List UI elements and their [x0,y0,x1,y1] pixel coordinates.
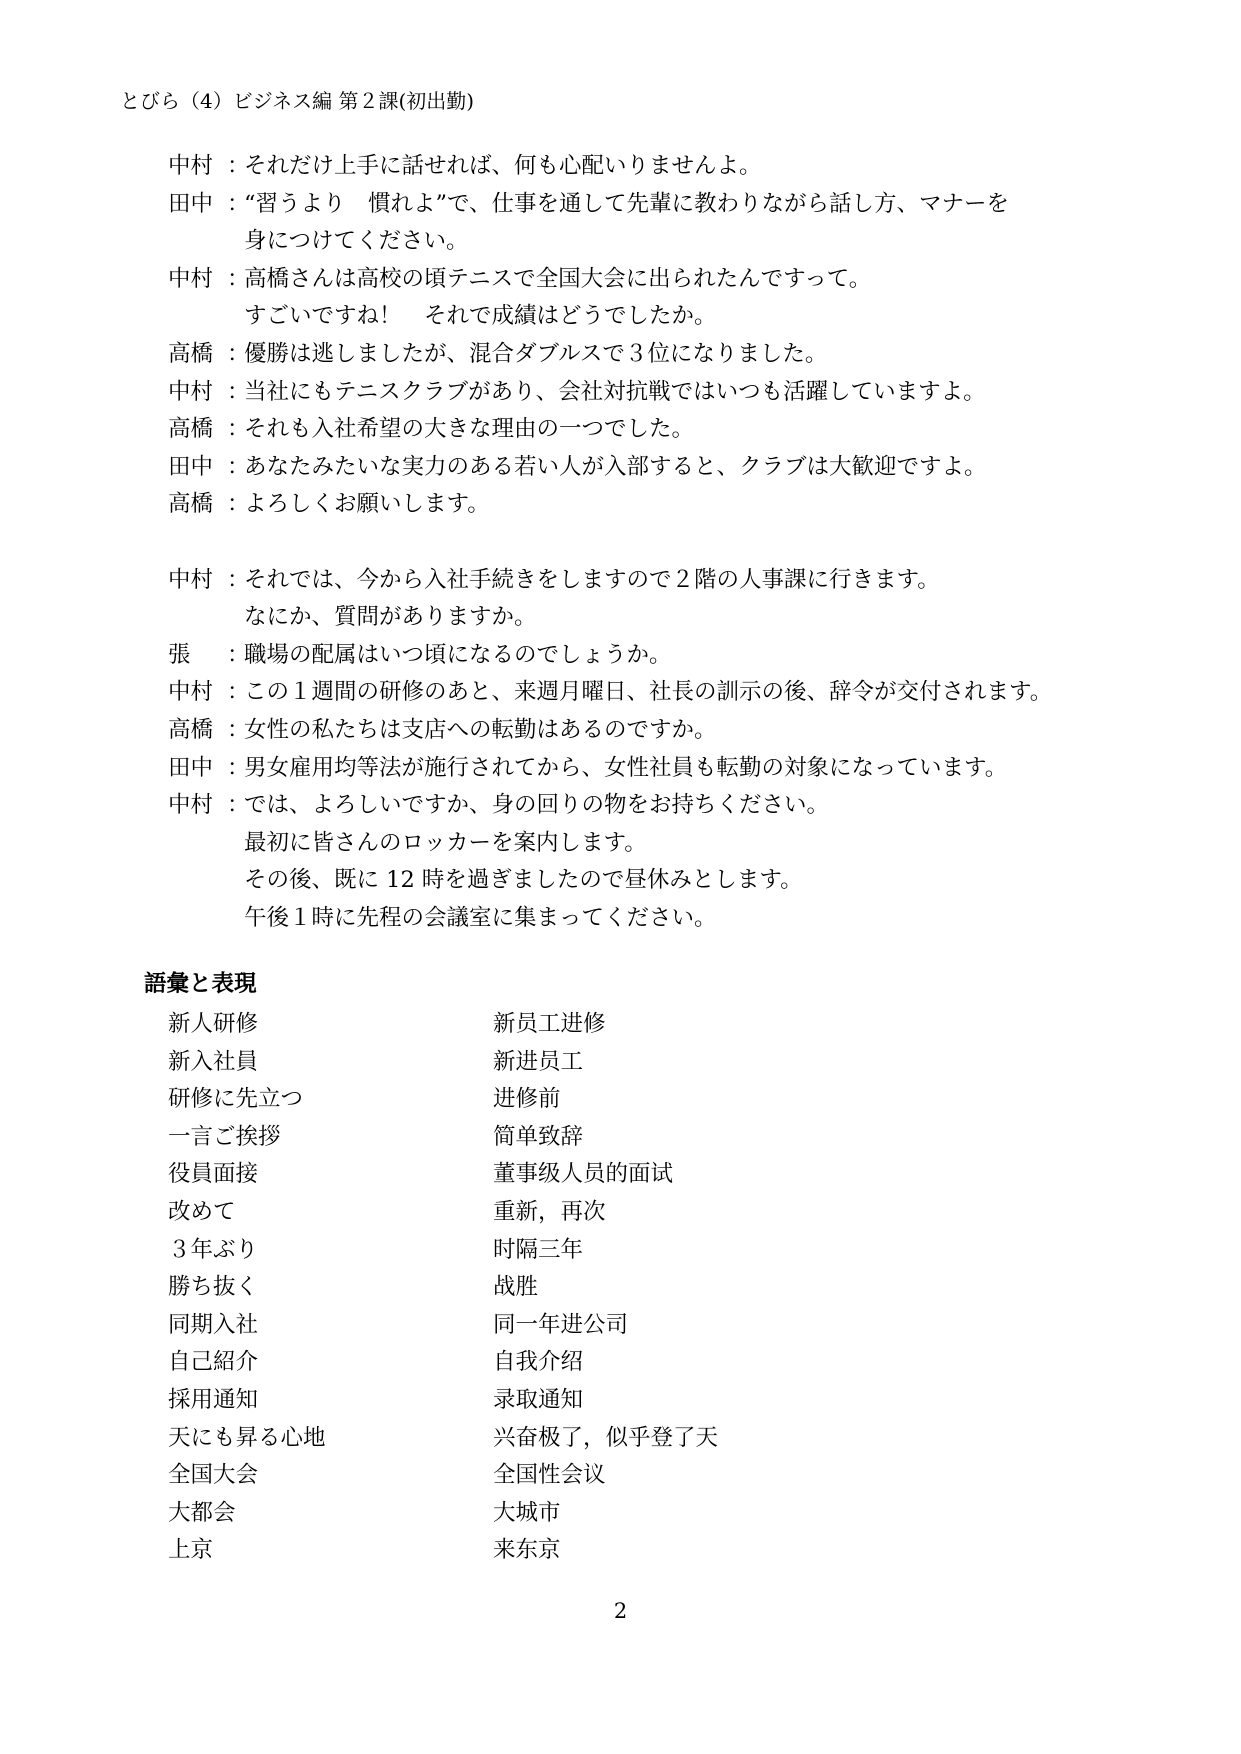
utterance-text: では、よろしいですか、身の回りの物をお持ちください。 [244,792,830,819]
speaker-name: 張 [168,641,191,668]
utterance-text: 高橋さんは高校の頃テニスで全国大会に出られたんですって。 [244,265,872,292]
vocabulary-term-chinese: 自我介绍 [493,1349,584,1376]
vocabulary-item [168,1344,968,1382]
vocabulary-item [168,1307,968,1345]
utterance-text: それだけ上手に話せれば、何も心配いりませんよ。 [244,153,762,179]
vocabulary-term-chinese: 录取通知 [493,1386,584,1413]
vocabulary-item [168,1081,968,1119]
speaker-colon: ： [227,190,250,217]
vocabulary-term-japanese: 改めて [168,1198,236,1225]
vocabulary-item [168,1269,968,1307]
vocabulary-term-chinese: 董事级人员的面试 [493,1161,674,1188]
utterance-text: 当社にもテニスクラブがあり、会社対抗戦ではいつも活躍していますよ。 [244,378,986,405]
dialogue-line [168,862,1188,900]
utterance-text: 女性の私たちは支店への転勤はあるのですか。 [244,716,717,743]
speaker-colon: ： [227,566,250,593]
vocabulary-item [168,1457,968,1495]
dialogue-line [168,562,1188,600]
utterance-text: 男女雇用均等法が施行されてから、女性社員も転勤の対象になっています。 [244,754,1008,781]
vocabulary-term-japanese: 新入社員 [168,1048,259,1075]
utterance-text: この１週間の研修のあと、来週月曜日、社長の訓示の後、辞令が交付されます。 [244,679,1053,706]
vocabulary-term-chinese: 新员工进修 [493,1011,606,1037]
vocabulary-term-japanese: 天にも昇る心地 [168,1424,326,1451]
vocabulary-term-japanese: 勝ち抜く [168,1274,259,1301]
vocabulary-term-japanese: 同期入社 [168,1311,259,1338]
dialogue-line [168,449,1188,487]
speaker-name: 中村 [168,792,214,819]
utterance-text: 身につけてください。 [244,228,469,255]
speaker-name: 高橋 [168,416,214,443]
dialogue-line [168,261,1188,299]
vocabulary-term-japanese: 大都会 [168,1499,236,1526]
vocabulary-term-chinese: 同一年进公司 [493,1311,629,1338]
speaker-colon: ： [227,491,250,518]
vocabulary-term-japanese: 全国大会 [168,1462,259,1489]
speaker-name: 高橋 [168,716,214,743]
vocabulary-term-japanese: 一言ご挨拶 [168,1123,281,1150]
dialogue-line [168,900,1188,938]
speaker-colon: ： [227,679,250,706]
dialogue-line [168,712,1188,750]
vocabulary-term-chinese: 简单致辞 [493,1123,584,1150]
utterance-text: 優勝は逃しましたが、混合ダブルスで３位になりました。 [244,340,828,367]
dialogue-line [168,148,1188,186]
speaker-colon: ： [227,265,250,292]
speaker-name: 田中 [168,453,214,480]
vocabulary-term-chinese: 时隔三年 [493,1236,584,1263]
vocabulary-list [168,1006,968,1570]
vocabulary-item [168,1194,968,1232]
vocabulary-term-chinese: 新进员工 [493,1048,584,1075]
vocabulary-term-japanese: 自己紹介 [168,1349,259,1376]
utterance-text: すごいですね！ それで成績はどうでしたか。 [244,303,717,330]
dialogue-line [168,750,1188,788]
vocabulary-term-japanese: 採用通知 [168,1386,259,1413]
speaker-colon: ： [227,153,250,179]
vocabulary-item [168,1495,968,1533]
vocabulary-item [168,1232,968,1270]
speaker-colon: ： [227,378,250,405]
speaker-colon: ： [227,754,250,781]
vocabulary-term-japanese: ３年ぶり [168,1236,259,1263]
speaker-name: 高橋 [168,491,214,518]
utterance-text: 職場の配属はいつ頃になるのでしょうか。 [244,641,672,668]
vocabulary-item [168,1006,968,1044]
vocabulary-term-chinese: 重新，再次 [493,1198,606,1225]
dialogue-line [168,223,1188,261]
dialogue-line [168,524,1188,562]
page-header [120,89,474,113]
vocabulary-term-chinese: 兴奋极了，似乎登了天 [493,1424,719,1451]
speaker-name: 田中 [168,190,214,217]
dialogue-line [168,374,1188,412]
vocabulary-item [168,1156,968,1194]
dialogue-line [168,411,1188,449]
vocabulary-item [168,1382,968,1420]
utterance-text: “習うより 慣れよ”で、仕事を通して先輩に教わりながら話し方、マナーを [244,190,1010,217]
dialogue-line [168,486,1188,524]
vocabulary-term-chinese: 大城市 [493,1499,561,1526]
speaker-colon: ： [227,340,250,367]
dialogue-line [168,599,1188,637]
vocabulary-term-japanese: 新人研修 [168,1011,259,1037]
utterance-text: それでは、今から入社手続きをしますので２階の人事課に行きます。 [244,566,940,593]
speaker-name: 中村 [168,378,214,405]
utterance-text: あなたみたいな実力のある若い人が入部すると、クラブは大歓迎ですよ。 [244,453,987,480]
speaker-colon: ： [227,453,250,480]
speaker-colon: ： [227,416,250,443]
utterance-text: 最初に皆さんのロッカーを案内します。 [244,829,647,856]
utterance-text: その後、既に 12 時を過ぎましたので昼休みとします。 [244,867,803,894]
utterance-text: 午後１時に先程の会議室に集まってください。 [244,904,717,931]
vocabulary-term-japanese: 研修に先立つ [168,1086,304,1113]
speaker-name: 中村 [168,566,214,593]
vocabulary-term-chinese: 进修前 [493,1086,561,1113]
speaker-name: 田中 [168,754,214,781]
utterance-text: それも入社希望の大きな理由の一つでした。 [244,416,695,443]
dialogue-line [168,674,1188,712]
vocabulary-item [168,1119,968,1157]
speaker-name: 中村 [168,679,214,706]
vocabulary-item [168,1532,968,1570]
vocabulary-term-japanese: 上京 [168,1537,214,1564]
vocabulary-term-japanese: 役員面接 [168,1161,259,1188]
speaker-colon: ： [227,716,250,743]
speaker-name: 中村 [168,153,214,179]
dialogue-line [168,787,1188,825]
dialogue-line [168,637,1188,675]
utterance-text: よろしくお願いします。 [244,491,490,518]
vocabulary-heading: 語彙と表現 [144,971,257,997]
utterance-text: なにか、質問がありますか。 [244,604,537,631]
dialogue-line [168,298,1188,336]
vocabulary-term-chinese: 来东京 [493,1537,561,1564]
dialogue-line [168,825,1188,863]
speaker-name: 中村 [168,265,214,292]
vocabulary-term-chinese: 战胜 [493,1274,539,1301]
dialogue-line [168,186,1188,224]
speaker-name: 高橋 [168,340,214,367]
page-number: 2 [613,1599,628,1623]
vocabulary-item [168,1044,968,1082]
speaker-colon: ： [227,641,250,668]
vocabulary-term-chinese: 全国性会议 [493,1462,606,1489]
header-title: とびら（4）ビジネス編 第２課(初出勤) [120,89,475,113]
dialogue-line [168,336,1188,374]
vocabulary-item [168,1420,968,1458]
speaker-colon: ： [227,792,250,819]
dialogue-section [168,148,1188,937]
